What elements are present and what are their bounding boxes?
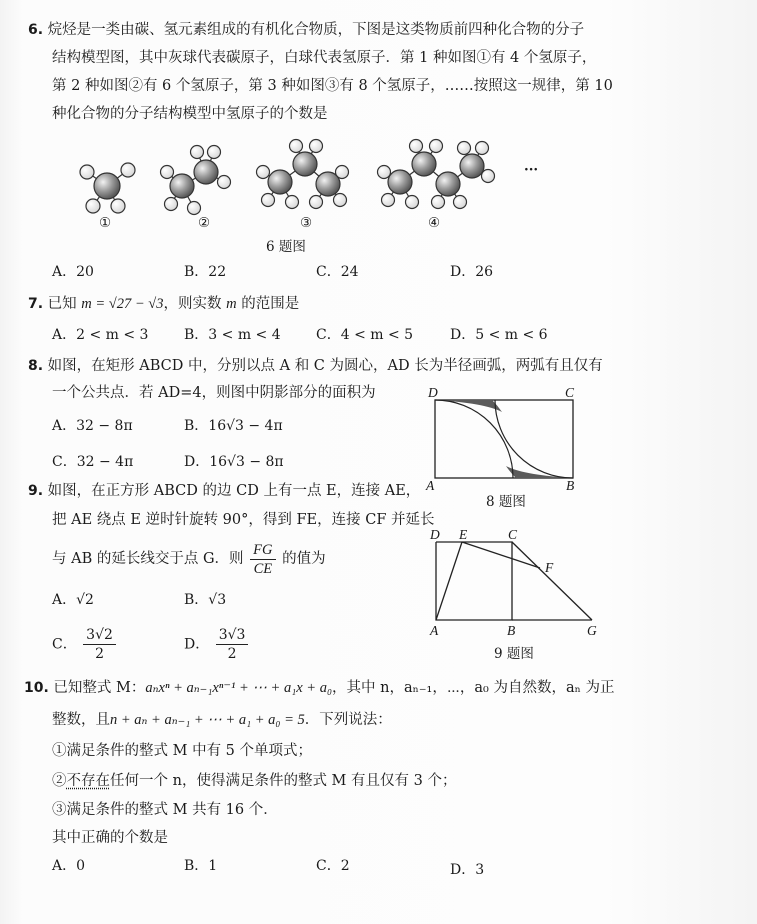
question-8-text-1: 如图，在矩形 ABCD 中，分别以点 A 和 C 为圆心，AD 长为半径画弧，两弧有且仅有 xyxy=(47,358,603,374)
q10-polynomial: aₙxⁿ + aₙ₋₁xⁿ⁻¹ + ⋯ + a₁x + a₀ xyxy=(145,680,333,696)
figure-9-caption: 9 题图 xyxy=(494,646,534,662)
q9-text-3a: 与 AB 的延长线交于点 G．则 xyxy=(52,551,244,567)
q10-option-c[interactable]: C．2 xyxy=(316,858,350,874)
question-7-number: 7. xyxy=(28,296,44,312)
question-9-stem-line-3 xyxy=(52,540,326,578)
q9-option-c-num: 3√2 xyxy=(83,626,116,645)
q10-option-b[interactable]: B．1 xyxy=(184,858,218,874)
figure-8-rectangle-arcs xyxy=(430,395,580,485)
q10-statement-2 xyxy=(52,771,456,791)
q9-option-b-letter: B． xyxy=(184,592,209,608)
q7-option-b[interactable]: B．3 < m < 4 xyxy=(184,327,281,343)
q9-text-3b: 的值为 xyxy=(282,551,326,567)
molecule-4-label: ④ xyxy=(428,215,441,231)
q7-text-a: 已知 xyxy=(47,296,77,312)
q10-statement-2-rest: 任何一个 n，使得满足条件的整式 M 有且仅有 3 个； xyxy=(110,773,457,789)
question-6-stem-line-1 xyxy=(28,20,584,40)
question-8-stem-line-2: 一个公共点．若 AD=4，则图中阴影部分的面积为 xyxy=(52,385,376,401)
q10-text-2b: ．下列说法： xyxy=(304,712,392,728)
q9-option-c[interactable] xyxy=(52,626,118,663)
q7-text-c: 的范围是 xyxy=(241,296,300,312)
q10-statement-2-marker: ② xyxy=(52,773,67,789)
molecule-4-butane xyxy=(378,140,495,209)
q10-statement-3: ③满足条件的整式 M 共有 16 个． xyxy=(52,802,278,818)
fig8-point-d: D xyxy=(428,385,438,400)
fig9-point-f: F xyxy=(545,560,554,575)
q7-option-a[interactable]: A．2 < m < 3 xyxy=(52,327,149,343)
question-8-number: 8. xyxy=(28,358,44,374)
q10-option-a[interactable]: A．0 xyxy=(52,858,86,874)
q9-frac-den: CE xyxy=(253,560,273,577)
fig8-point-a: A xyxy=(426,478,435,493)
q7-expression: m = √27 − √3 xyxy=(81,296,164,312)
molecule-1-methane xyxy=(80,163,135,213)
fig9-point-b: B xyxy=(507,623,516,638)
fig9-point-e: E xyxy=(459,527,468,542)
molecule-ellipsis: ··· xyxy=(524,162,539,178)
q9-option-d-den: 2 xyxy=(227,646,237,662)
fig9-point-a: A xyxy=(430,623,439,638)
fig9-point-g: G xyxy=(587,623,597,638)
q9-option-a[interactable] xyxy=(52,590,94,610)
question-6-stem-line-4: 种化合物的分子结构模型中氢原子的个数是 xyxy=(52,106,328,122)
q6-option-b[interactable]: B．22 xyxy=(184,264,227,280)
q8-option-b[interactable]: B．16√3 − 4π xyxy=(184,418,283,434)
fig8-point-b: B xyxy=(566,478,575,493)
q10-option-d[interactable]: D．3 xyxy=(450,862,485,878)
q6-option-c[interactable]: C．24 xyxy=(316,264,359,280)
molecule-3-propane xyxy=(257,140,349,209)
q9-option-b-value: √3 xyxy=(208,592,227,608)
question-9-text-1: 如图，在正方形 ABCD 的边 CD 上有一点 E，连接 AE， xyxy=(47,483,421,499)
q7-variable: m xyxy=(226,296,237,312)
question-6-text-1: 烷烃是一类由碳、氢元素组成的有机化合物质，下图是这类物质前四种化合物的分子 xyxy=(47,22,585,38)
q10-text-2a: 整数，且 xyxy=(52,712,110,728)
q9-option-d[interactable] xyxy=(184,626,250,663)
question-9-stem-line-1 xyxy=(28,481,420,501)
q10-ask: 其中正确的个数是 xyxy=(52,830,168,846)
q9-fraction-fg-over-ce xyxy=(250,541,275,578)
fig9-point-c: C xyxy=(508,527,518,542)
q10-statement-1: ①满足条件的整式 M 中有 5 个单项式； xyxy=(52,743,313,759)
question-8-stem-line-1 xyxy=(28,356,603,376)
molecule-2-ethane xyxy=(161,146,231,215)
q6-option-a[interactable]: A．20 xyxy=(52,264,94,280)
figure-9-square-rotation xyxy=(430,532,605,627)
q9-option-a-value: √2 xyxy=(76,592,94,608)
q10-statement-2-emphasis: 不存在 xyxy=(66,773,110,789)
q9-option-c-letter: C． xyxy=(52,636,77,653)
fig9-point-d: D xyxy=(430,527,440,542)
q10-text-1b: ，其中 n，aₙ₋₁，⋯，a₀ 为自然数，aₙ 为正 xyxy=(332,680,615,696)
molecule-3-label: ③ xyxy=(300,215,313,231)
question-7-stem xyxy=(28,294,299,314)
q10-sum-condition: n + aₙ + aₙ₋₁ + ⋯ + a₁ + a₀ = 5 xyxy=(110,712,305,728)
molecule-1-label: ① xyxy=(99,215,112,231)
q9-option-c-fraction xyxy=(83,626,116,663)
q9-option-a-letter: A． xyxy=(52,592,77,608)
q7-text-b: ，则实数 xyxy=(163,296,222,312)
question-6-number: 6. xyxy=(28,22,44,38)
fig8-point-c: C xyxy=(565,385,575,400)
q9-option-c-den: 2 xyxy=(95,646,104,662)
q9-option-d-num: 3√3 xyxy=(216,626,249,645)
q8-option-d[interactable]: D．16√3 − 8π xyxy=(184,454,284,470)
shaded-region-top xyxy=(435,400,502,412)
question-6-stem-line-2: 结构模型图，其中灰球代表碳原子，白球代表氢原子．第 1 种如图①有 4 个氢原子， xyxy=(52,50,597,66)
question-10-stem-line-2 xyxy=(52,710,392,730)
shaded-region-bottom xyxy=(506,466,573,478)
figure-6-caption: 6 题图 xyxy=(266,239,306,255)
q9-option-d-fraction xyxy=(216,626,249,663)
q8-option-a[interactable]: A．32 − 8π xyxy=(52,418,133,434)
q7-option-d[interactable]: D．5 < m < 6 xyxy=(450,327,548,343)
q6-option-d[interactable]: D．26 xyxy=(450,264,494,280)
question-6-stem-line-3: 第 2 种如图②有 6 个氢原子，第 3 种如图③有 8 个氢原子，……按照这一规律，第 10 xyxy=(52,78,613,94)
question-9-stem-line-2: 把 AE 绕点 E 逆时针旋转 90°，得到 FE，连接 CF 并延长 xyxy=(52,512,435,528)
q8-option-c[interactable]: C．32 − 4π xyxy=(52,454,134,470)
question-10-number: 10. xyxy=(24,680,49,696)
q9-frac-num: FG xyxy=(250,541,275,560)
q10-text-1a: 已知整式 M： xyxy=(53,680,146,696)
question-9-number: 9. xyxy=(28,483,44,499)
q9-option-d-letter: D． xyxy=(184,636,210,653)
q9-option-b[interactable] xyxy=(184,590,226,610)
molecule-2-label: ② xyxy=(198,215,211,231)
q7-option-c[interactable]: C．4 < m < 5 xyxy=(316,327,414,343)
figure-8-caption: 8 题图 xyxy=(486,494,526,510)
question-10-stem-line-1 xyxy=(24,678,615,698)
